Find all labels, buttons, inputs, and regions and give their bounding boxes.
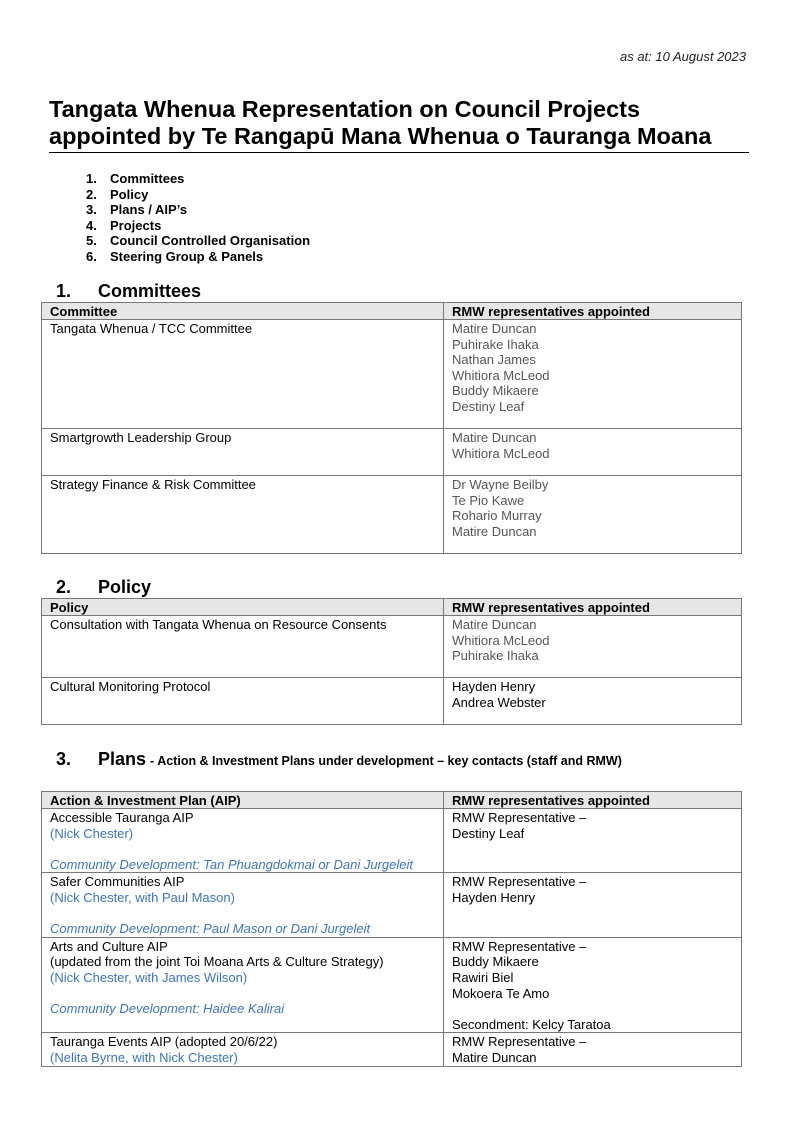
toc-item: [86, 218, 310, 234]
section-number: 2.: [56, 577, 72, 597]
rep-name: Buddy Mikaere: [452, 954, 539, 970]
rep-name: Dr Wayne Beilby: [452, 477, 549, 492]
table-row: [42, 1033, 742, 1066]
rep-name: Rohario Murray: [452, 508, 542, 524]
toc-item: [86, 249, 310, 265]
toc-number: 6.: [86, 248, 97, 264]
section-number: 1.: [56, 281, 72, 301]
rep-name: RMW Representative –: [452, 1034, 587, 1050]
rep-name: Matire Duncan: [452, 430, 537, 445]
policy-table: [41, 598, 742, 725]
committee-name: Strategy Finance & Risk Committee: [42, 476, 444, 554]
rep-name: Hayden Henry: [452, 679, 536, 694]
reps-cell: [444, 320, 742, 429]
toc-item: [86, 233, 310, 249]
table-row: [42, 429, 742, 476]
reps-cell: [444, 616, 742, 678]
toc-label: Policy: [110, 186, 149, 202]
table-row: [42, 320, 742, 429]
column-header: RMW representatives appointed: [444, 599, 742, 616]
section-subtitle: - Action & Investment Plans under development – key contacts (staff and RMW): [150, 754, 622, 768]
rep-name: RMW Representative –: [452, 874, 587, 890]
plan-name: Safer Communities AIP: [50, 874, 185, 890]
table-row: [42, 476, 742, 554]
rep-name: Rawiri Biel: [452, 969, 514, 985]
plan-cell: [42, 873, 444, 937]
reps-cell: [444, 1033, 742, 1066]
plan-name: Arts and Culture AIP: [50, 938, 168, 954]
toc-label: Steering Group & Panels: [110, 248, 264, 264]
section-title: Plans: [98, 749, 147, 769]
toc-item: [86, 187, 310, 203]
toc-label: Plans / AIP’s: [110, 202, 188, 218]
rep-name: Matire Duncan: [452, 1049, 537, 1065]
reps-cell: [444, 873, 742, 937]
column-header: Policy: [42, 599, 444, 616]
reps-cell: [444, 678, 742, 725]
reps-cell: [444, 809, 742, 873]
plan-community: Community Development: Haidee Kalirai: [50, 1001, 285, 1017]
table-row: [42, 937, 742, 1033]
column-header: RMW representatives appointed: [444, 303, 742, 320]
section-heading-committees: [56, 281, 201, 302]
plan-note: (updated from the joint Toi Moana Arts & Culture Strategy): [50, 954, 384, 970]
toc-label: Committees: [110, 171, 185, 186]
table-header-row: [42, 792, 742, 809]
column-header: Committee: [42, 303, 444, 320]
table-row: [42, 873, 742, 937]
table-header-row: [42, 303, 742, 320]
rep-name: Whitiora McLeod: [452, 632, 550, 648]
rep-name: Matire Duncan: [452, 617, 537, 632]
policy-name: Cultural Monitoring Protocol: [42, 678, 444, 725]
reps-cell: [444, 429, 742, 476]
toc-label: Council Controlled Organisation: [110, 233, 311, 249]
column-header: Action & Investment Plan (AIP): [42, 792, 444, 809]
committee-name: Smartgrowth Leadership Group: [42, 429, 444, 476]
as-at-date: as at: 10 August 2023: [619, 49, 746, 64]
rep-name: RMW Representative –: [452, 810, 587, 825]
plan-name: Tauranga Events AIP (adopted 20/6/22): [50, 1034, 278, 1050]
rep-name: Whitiora McLeod: [452, 445, 550, 461]
plans-table: [41, 791, 742, 1067]
policy-name: Consultation with Tangata Whenua on Resource Consents: [42, 616, 444, 678]
rep-name: Andrea Webster: [452, 694, 546, 710]
rep-name: Matire Duncan: [452, 523, 537, 539]
toc-number: 2.: [86, 186, 97, 202]
table-row: [42, 616, 742, 678]
reps-cell: [444, 476, 742, 554]
section-heading-policy: [56, 577, 151, 598]
committee-name: Tangata Whenua / TCC Committee: [42, 320, 444, 429]
plan-cell: [42, 937, 444, 1033]
section-title: Policy: [98, 577, 152, 597]
section-heading-plans: [56, 749, 622, 770]
toc-number: 1.: [86, 171, 97, 186]
table-row: [42, 809, 742, 873]
rep-name: Mokoera Te Amo: [452, 985, 550, 1001]
toc-number: 5.: [86, 233, 97, 249]
table-of-contents: [86, 171, 310, 265]
plan-name: Accessible Tauranga AIP: [50, 810, 194, 825]
rep-name: Destiny Leaf: [452, 398, 525, 414]
rep-name: Te Pio Kawe: [452, 492, 525, 508]
rep-name: Nathan James: [452, 352, 536, 368]
table-row: [42, 678, 742, 725]
plan-community: Community Development: Tan Phuangdokmai or Dani Jurgeleit: [50, 856, 413, 872]
plan-contact: (Nick Chester): [50, 825, 134, 841]
toc-number: 4.: [86, 217, 97, 233]
rep-name: Hayden Henry: [452, 889, 536, 905]
rep-name: Matire Duncan: [452, 321, 537, 336]
plan-community: Community Development: Paul Mason or Dani Jurgeleit: [50, 921, 371, 937]
rep-name: Whitiora McLeod: [452, 367, 550, 383]
rep-name: RMW Representative –: [452, 938, 587, 954]
reps-cell: [444, 937, 742, 1033]
plan-cell: [42, 809, 444, 873]
section-number: 3.: [56, 749, 72, 769]
table-header-row: [42, 599, 742, 616]
toc-label: Projects: [110, 217, 162, 233]
plan-contact: (Nelita Byrne, with Nick Chester): [50, 1049, 238, 1065]
rep-name: Buddy Mikaere: [452, 383, 539, 399]
section-title: Committees: [98, 281, 202, 301]
secondment: Secondment: Kelcy Taratoa: [452, 1016, 611, 1032]
rep-name: Puhirake Ihaka: [452, 336, 539, 352]
toc-number: 3.: [86, 202, 97, 218]
plan-contact: (Nick Chester, with James Wilson): [50, 969, 248, 985]
page-title: Tangata Whenua Representation on Council Projects appointed by Te Rangapū Mana Whenua o Tauranga Moana: [49, 96, 749, 153]
rep-name: Destiny Leaf: [452, 825, 525, 841]
plan-contact: (Nick Chester, with Paul Mason): [50, 889, 235, 905]
committees-table: [41, 302, 742, 554]
rep-name: Puhirake Ihaka: [452, 648, 539, 664]
toc-item: [86, 171, 310, 187]
plan-cell: [42, 1033, 444, 1066]
toc-item: [86, 202, 310, 218]
column-header: RMW representatives appointed: [444, 792, 742, 809]
